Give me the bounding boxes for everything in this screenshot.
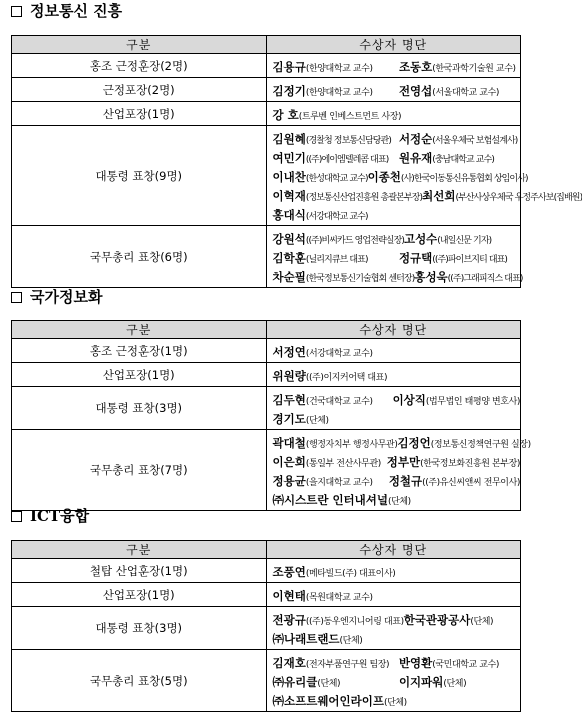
checkbox-square-icon [11, 6, 22, 17]
checkbox-square-icon [11, 511, 22, 522]
category-cell: 근정포장(2명) [12, 78, 267, 102]
awardee: ㈜유리클(단체) [272, 675, 341, 689]
awardee: 곽대철(행정자치부 행정사무관) [272, 436, 398, 450]
category-cell: 철탑 산업훈장(1명) [12, 559, 267, 583]
awardee: 경기도(단체) [272, 412, 329, 426]
awardee: 서정연(서강대학교 교수) [272, 345, 373, 359]
awardee: 조풍연(메타빌드(주) 대표이사) [272, 565, 396, 579]
awardee: 이혁재(정보통신산업진흥원 총괄본부장) [272, 189, 423, 203]
awardee: 최선희(부산사상우체국 우정주사보(집배원) [422, 189, 582, 203]
header-awardees: 수상자 명단 [266, 541, 521, 559]
awardee: 차순필(한국정보통신기술협회 센터장) [272, 270, 415, 284]
awardee: 이상직(법무법인 태평양 변호사) [392, 393, 520, 407]
awardee: 반영환(국민대학교 교수) [398, 656, 500, 670]
awardee: 강원석((주)비씨카드 영업전략실장) [272, 232, 404, 246]
table-row [12, 583, 521, 607]
awardee: 조동호(한국과학기술원 교수) [398, 60, 516, 74]
awardee: 정철규((주)유신씨앤씨 전무이사) [388, 474, 520, 488]
header-category: 구분 [12, 36, 267, 54]
awardee: 이은희(통일부 전산사무관) [272, 455, 381, 469]
table-row [12, 387, 521, 430]
table-row [12, 650, 521, 712]
awardee: ㈜나래트랜드(단체) [272, 632, 363, 646]
awardee: 이현태(목원대학교 교수) [272, 589, 373, 603]
category-cell: 대통령 표창(9명) [12, 126, 267, 226]
awardee: ㈜시스트란 인터내셔널(단체) [272, 493, 411, 507]
awardee-cell [266, 430, 531, 511]
awardee: 김재호(전자부품연구원 팀장) [272, 656, 390, 670]
table-row [12, 363, 521, 387]
checkbox-square-icon [11, 292, 22, 303]
section-title: 국가정보화 [11, 287, 102, 307]
awardee: 김원혜(경찰청 정보통신담당관) [272, 132, 391, 146]
table-row [12, 126, 521, 226]
category-cell: 산업포장(1명) [12, 583, 267, 607]
table-row [12, 54, 521, 78]
awardee: 정부만(한국정보화진흥원 본부장) [386, 455, 520, 469]
category-cell: 산업포장(1명) [12, 363, 267, 387]
awardee: 김학훈(닐리지큐브 대표) [272, 251, 368, 265]
table-row [12, 226, 521, 288]
awardee: 고성수(내일신문 기자) [403, 232, 492, 246]
section-title: ICT융합 [11, 506, 89, 526]
table-row [12, 339, 521, 363]
awardee: 정규택((주)파이브지티 대표) [398, 251, 508, 265]
awardee-cell [266, 387, 521, 430]
awardee: 전영섭(서울대학교 교수) [398, 84, 500, 98]
category-cell: 국무총리 표창(7명) [12, 430, 267, 511]
category-cell: 대통령 표창(3명) [12, 387, 267, 430]
awardee: 여민기((주)에이엠텔레콤 대표) [272, 151, 389, 165]
category-cell: 국무총리 표창(6명) [12, 226, 267, 288]
awardee-cell [266, 102, 521, 126]
table-row [12, 102, 521, 126]
awardee-cell [266, 226, 521, 288]
awardee: 이내찬(한성대학교 교수) [272, 170, 368, 184]
awardee-cell [266, 583, 521, 607]
awardee-cell [266, 363, 521, 387]
awardee: 김정기(한양대학교 교수) [272, 84, 373, 98]
awardee: 이종천(사)한국이동통신유통협회 상임이사) [367, 170, 528, 184]
category-cell: 산업포장(1명) [12, 102, 267, 126]
awardee: 위원량((주)이지커어택 대표) [272, 369, 388, 383]
table-row [12, 559, 521, 583]
category-cell: 홍조 근정훈장(1명) [12, 339, 267, 363]
awardee: 서정순(서울우체국 보험설계사) [398, 132, 518, 146]
header-category: 구분 [12, 541, 267, 559]
category-cell: 대통령 표창(3명) [12, 607, 267, 650]
awardee: 강 호(트루벤 인베스트먼트 사장) [272, 108, 402, 122]
awardee-cell [266, 126, 582, 226]
category-cell: 국무총리 표창(5명) [12, 650, 267, 712]
awardee-cell [266, 54, 521, 78]
table-row [12, 430, 521, 511]
awardee-cell [266, 78, 521, 102]
awardee: 김정언(정보통신정책연구원 실장) [397, 436, 531, 450]
table-row [12, 78, 521, 102]
awardee: ㈜소프트웨어인라이프(단체) [272, 694, 407, 708]
awardee: 김두현(건국대학교 교수) [272, 393, 373, 407]
awardee-cell [266, 650, 521, 712]
awardee-cell [266, 607, 521, 650]
awardee: 전광규((주)동우엔지니어링 대표) [272, 613, 404, 627]
awardee: 한국관광공사(단체) [403, 613, 494, 627]
section-title: 정보통신 진흥 [11, 1, 122, 21]
category-cell: 홍조 근정훈장(2명) [12, 54, 267, 78]
header-awardees: 수상자 명단 [266, 36, 521, 54]
awardee: 이지파워(단체) [398, 675, 467, 689]
header-awardees: 수상자 명단 [266, 321, 521, 339]
awardee-cell [266, 339, 521, 363]
award-table [11, 35, 582, 288]
header-category: 구분 [12, 321, 267, 339]
awardee: 홍대식(서강대학교 교수) [272, 208, 368, 222]
awardee: 정용균(을지대학교 교수) [272, 474, 373, 488]
award-table [11, 540, 521, 712]
award-table [11, 320, 531, 511]
awardee-cell [266, 559, 521, 583]
table-row [12, 607, 521, 650]
awardee: 원유재(충남대학교 교수) [398, 151, 495, 165]
awardee: 홍성욱((주)그래피직스 대표) [414, 270, 523, 284]
awardee: 김용규(한양대학교 교수) [272, 60, 373, 74]
